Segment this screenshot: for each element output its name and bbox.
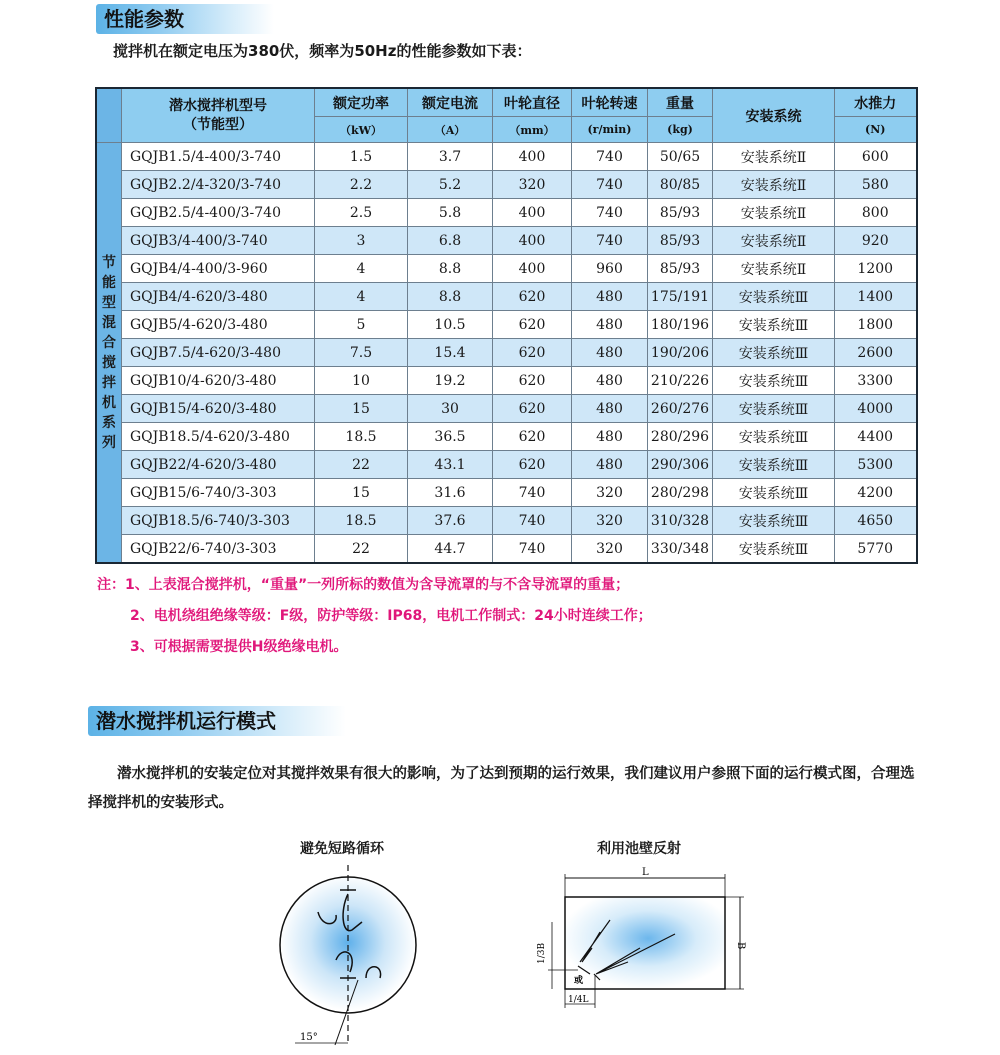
cell-install: 安装系统Ⅱ	[713, 199, 835, 227]
cell-speed: 480	[572, 311, 648, 339]
cell-thrust: 2600	[835, 339, 917, 367]
cell-power: 22	[315, 451, 408, 479]
unit-diameter: （mm）	[493, 117, 572, 143]
cell-power: 15	[315, 479, 408, 507]
cell-weight: 330/348	[648, 535, 713, 564]
cell-diameter: 400	[493, 255, 572, 283]
header-speed: 叶轮转速	[572, 88, 648, 117]
cell-thrust: 4000	[835, 395, 917, 423]
cell-weight: 85/93	[648, 227, 713, 255]
cell-diameter: 740	[493, 479, 572, 507]
cell-power: 3	[315, 227, 408, 255]
table-row	[96, 255, 917, 283]
cell-weight: 280/296	[648, 423, 713, 451]
cell-power: 2.5	[315, 199, 408, 227]
table-row	[96, 171, 917, 199]
cell-speed: 740	[572, 143, 648, 171]
cell-current: 15.4	[408, 339, 493, 367]
cell-diameter: 620	[493, 423, 572, 451]
cell-install: 安装系统Ⅱ	[713, 227, 835, 255]
cell-model: GQJB5/4-620/3-480	[122, 311, 315, 339]
cell-diameter: 620	[493, 311, 572, 339]
cell-power: 22	[315, 535, 408, 564]
table-row	[96, 227, 917, 255]
table-row	[96, 479, 917, 507]
cell-speed: 320	[572, 479, 648, 507]
cell-speed: 480	[572, 423, 648, 451]
cell-model: GQJB3/4-400/3-740	[122, 227, 315, 255]
header-thrust: 水推力	[835, 88, 917, 117]
length-label: L	[642, 867, 649, 878]
cell-model: GQJB15/4-620/3-480	[122, 395, 315, 423]
cell-speed: 480	[572, 283, 648, 311]
cell-diameter: 740	[493, 535, 572, 564]
cell-weight: 190/206	[648, 339, 713, 367]
header-model-line2: （节能型）	[183, 116, 253, 133]
spec-table	[95, 87, 918, 564]
cell-thrust: 4650	[835, 507, 917, 535]
cell-diameter: 740	[493, 507, 572, 535]
table-row	[96, 367, 917, 395]
table-row	[96, 535, 917, 564]
cell-speed: 740	[572, 199, 648, 227]
cell-speed: 480	[572, 339, 648, 367]
cell-power: 18.5	[315, 423, 408, 451]
cell-model: GQJB2.2/4-320/3-740	[122, 171, 315, 199]
cell-speed: 740	[572, 171, 648, 199]
cell-power: 4	[315, 283, 408, 311]
cell-power: 2.2	[315, 171, 408, 199]
cell-diameter: 620	[493, 395, 572, 423]
cell-model: GQJB7.5/4-620/3-480	[122, 339, 315, 367]
cell-install: 安装系统Ⅲ	[713, 479, 835, 507]
cell-current: 10.5	[408, 311, 493, 339]
cell-weight: 50/65	[648, 143, 713, 171]
cell-thrust: 1400	[835, 283, 917, 311]
cell-speed: 320	[572, 507, 648, 535]
cell-install: 安装系统Ⅲ	[713, 507, 835, 535]
header-power: 额定功率	[315, 88, 408, 117]
cell-model: GQJB18.5/4-620/3-480	[122, 423, 315, 451]
table-row	[96, 423, 917, 451]
cell-diameter: 320	[493, 171, 572, 199]
notes	[97, 575, 652, 668]
cell-model: GQJB4/4-620/3-480	[122, 283, 315, 311]
width-label: B	[735, 942, 746, 950]
cell-install: 安装系统Ⅲ	[713, 339, 835, 367]
cell-install: 安装系统Ⅲ	[713, 423, 835, 451]
cell-diameter: 620	[493, 283, 572, 311]
cell-model: GQJB4/4-400/3-960	[122, 255, 315, 283]
table-row	[96, 507, 917, 535]
cell-install: 安装系统Ⅲ	[713, 367, 835, 395]
cell-thrust: 4400	[835, 423, 917, 451]
table-row	[96, 199, 917, 227]
cell-current: 31.6	[408, 479, 493, 507]
table-row	[96, 283, 917, 311]
cell-weight: 180/196	[648, 311, 713, 339]
cell-thrust: 1200	[835, 255, 917, 283]
cell-thrust: 3300	[835, 367, 917, 395]
cell-install: 安装系统Ⅱ	[713, 171, 835, 199]
cell-install: 安装系统Ⅲ	[713, 311, 835, 339]
cell-speed: 320	[572, 535, 648, 564]
cell-model: GQJB22/6-740/3-303	[122, 535, 315, 564]
section-title-operation-mode: 潜水搅拌机运行模式	[88, 706, 346, 736]
quarter-label: 1/4L	[568, 995, 589, 1005]
cell-thrust: 920	[835, 227, 917, 255]
tank-rect	[565, 897, 725, 989]
cell-diameter: 400	[493, 199, 572, 227]
table-row	[96, 339, 917, 367]
cell-current: 6.8	[408, 227, 493, 255]
cell-power: 15	[315, 395, 408, 423]
cell-weight: 290/306	[648, 451, 713, 479]
cell-current: 44.7	[408, 535, 493, 564]
cell-power: 1.5	[315, 143, 408, 171]
series-label: 节 能 型 混 合 搅 拌 机 系 列	[96, 143, 122, 564]
table-row	[96, 395, 917, 423]
cell-install: 安装系统Ⅱ	[713, 143, 835, 171]
circular-tank-diagram	[270, 860, 450, 1055]
header-current: 额定电流	[408, 88, 493, 117]
header-diameter: 叶轮直径	[493, 88, 572, 117]
header-install: 安装系统	[713, 88, 835, 143]
note-3: 3、可根据需要提供H级绝缘电机。	[130, 639, 348, 655]
cell-diameter: 620	[493, 339, 572, 367]
cell-thrust: 4200	[835, 479, 917, 507]
cell-speed: 480	[572, 367, 648, 395]
cell-power: 7.5	[315, 339, 408, 367]
cell-current: 19.2	[408, 367, 493, 395]
cell-power: 10	[315, 367, 408, 395]
cell-model: GQJB22/4-620/3-480	[122, 451, 315, 479]
cell-current: 3.7	[408, 143, 493, 171]
cell-thrust: 600	[835, 143, 917, 171]
cell-weight: 310/328	[648, 507, 713, 535]
cell-model: GQJB2.5/4-400/3-740	[122, 199, 315, 227]
cell-speed: 740	[572, 227, 648, 255]
cell-weight: 280/298	[648, 479, 713, 507]
cell-thrust: 800	[835, 199, 917, 227]
third-label: 1/3B	[537, 942, 547, 964]
note-2: 2、电机绕组绝缘等级：F级，防护等级：IP68，电机工作制式：24小时连续工作；	[130, 608, 652, 624]
diagram2-title: 利用池壁反射	[597, 841, 681, 857]
cell-current: 8.8	[408, 283, 493, 311]
cell-model: GQJB18.5/6-740/3-303	[122, 507, 315, 535]
cell-current: 36.5	[408, 423, 493, 451]
cell-speed: 480	[572, 395, 648, 423]
angle-label: 15°	[300, 1032, 318, 1043]
cell-speed: 480	[572, 451, 648, 479]
cell-current: 8.8	[408, 255, 493, 283]
note-1: 注：1、上表混合搅拌机，“重量”一列所标的数值为含导流罩的与不含导流罩的重量；	[97, 577, 630, 593]
cell-install: 安装系统Ⅲ	[713, 395, 835, 423]
unit-weight: (kg)	[648, 117, 713, 143]
intro-text: 搅拌机在额定电压为380伏，频率为50Hz的性能参数如下表：	[113, 42, 532, 60]
cell-thrust: 580	[835, 171, 917, 199]
series-header-blank	[96, 88, 122, 143]
section-title-performance: 性能参数	[96, 4, 274, 34]
table-row	[96, 143, 917, 171]
unit-current: （A）	[408, 117, 493, 143]
cell-diameter: 620	[493, 451, 572, 479]
cell-weight: 85/93	[648, 255, 713, 283]
rectangular-tank-diagram	[530, 862, 760, 1047]
or-label: 或	[574, 976, 584, 986]
cell-speed: 960	[572, 255, 648, 283]
cell-power: 18.5	[315, 507, 408, 535]
cell-model: GQJB10/4-620/3-480	[122, 367, 315, 395]
cell-thrust: 1800	[835, 311, 917, 339]
cell-model: GQJB15/6-740/3-303	[122, 479, 315, 507]
header-model	[122, 88, 315, 143]
cell-install: 安装系统Ⅲ	[713, 535, 835, 564]
cell-thrust: 5300	[835, 451, 917, 479]
unit-power: （kW）	[315, 117, 408, 143]
header-weight: 重量	[648, 88, 713, 117]
cell-weight: 85/93	[648, 199, 713, 227]
cell-power: 5	[315, 311, 408, 339]
cell-install: 安装系统Ⅱ	[713, 255, 835, 283]
unit-speed: (r/min)	[572, 117, 648, 143]
cell-current: 43.1	[408, 451, 493, 479]
cell-weight: 80/85	[648, 171, 713, 199]
table-row	[96, 451, 917, 479]
cell-weight: 260/276	[648, 395, 713, 423]
cell-install: 安装系统Ⅲ	[713, 283, 835, 311]
cell-diameter: 400	[493, 143, 572, 171]
operation-paragraph: 潜水搅拌机的安装定位对其搅拌效果有很大的影响，为了达到预期的运行效果，我们建议用户参照下面的运行模式图，合理选择搅拌机的安装形式。	[88, 766, 915, 811]
cell-current: 37.6	[408, 507, 493, 535]
cell-current: 5.8	[408, 199, 493, 227]
cell-weight: 175/191	[648, 283, 713, 311]
diagram1-title: 避免短路循环	[300, 841, 384, 857]
cell-current: 5.2	[408, 171, 493, 199]
cell-install: 安装系统Ⅲ	[713, 451, 835, 479]
header-model-line1: 潜水搅拌机型号	[169, 97, 267, 114]
cell-model: GQJB1.5/4-400/3-740	[122, 143, 315, 171]
cell-power: 4	[315, 255, 408, 283]
cell-current: 30	[408, 395, 493, 423]
cell-diameter: 620	[493, 367, 572, 395]
unit-thrust: (N)	[835, 117, 917, 143]
table-row	[96, 311, 917, 339]
cell-diameter: 400	[493, 227, 572, 255]
cell-weight: 210/226	[648, 367, 713, 395]
cell-thrust: 5770	[835, 535, 917, 564]
